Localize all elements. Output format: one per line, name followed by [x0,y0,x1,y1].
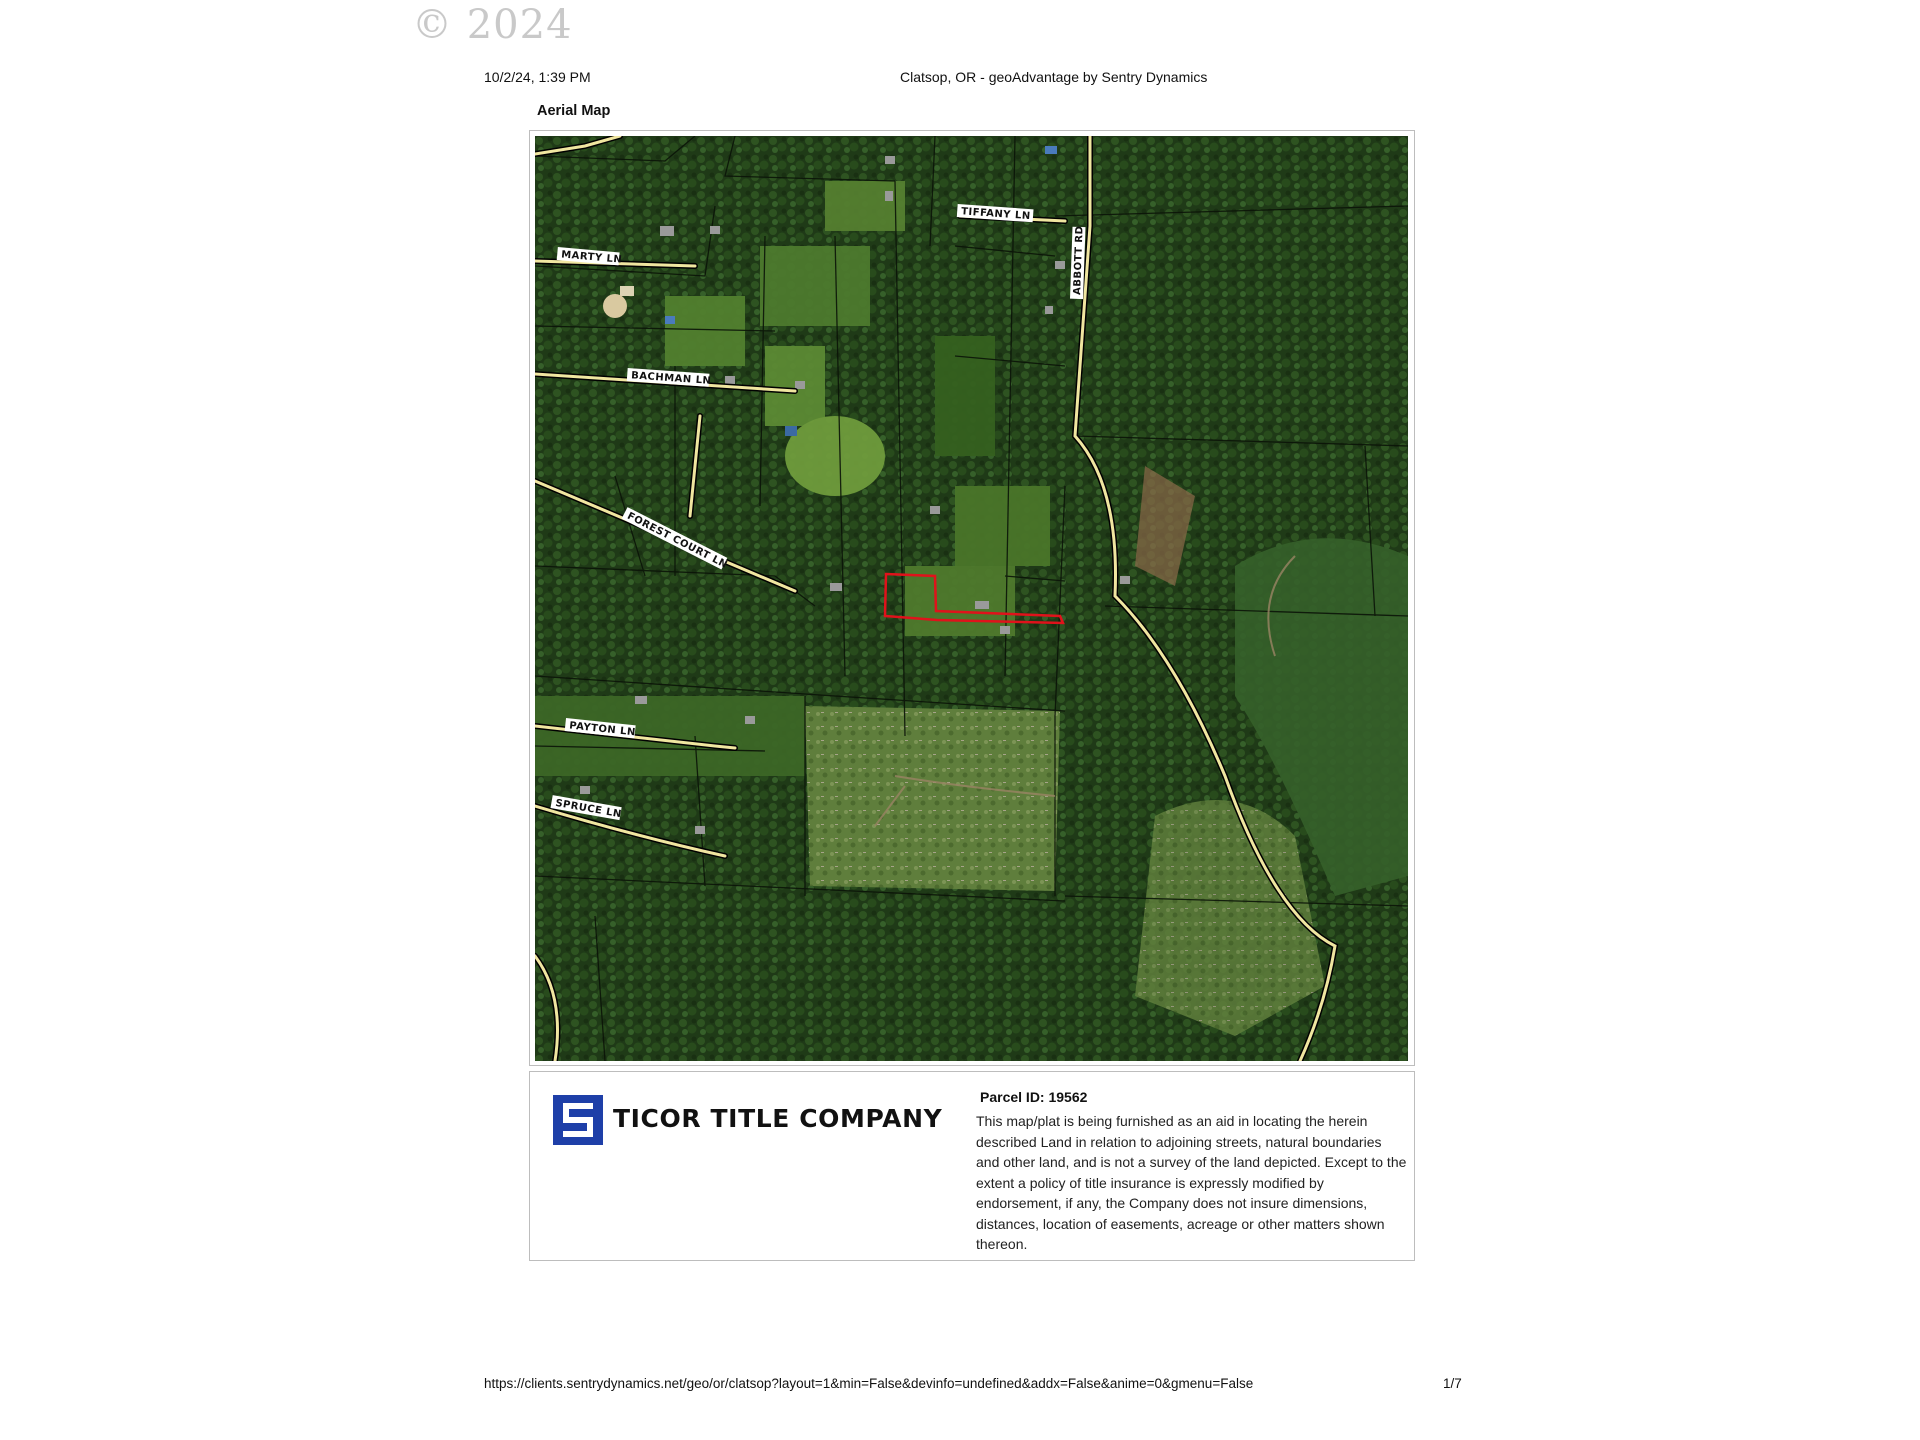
copyright-watermark: © 2024 [412,2,573,48]
road-label-spruce: SPRUCE LN [554,797,623,821]
footer-url: https://clients.sentrydynamics.net/geo/or/clatsop?layout=1&min=False&devinfo=undefined&addx=False&anime=0&gmenu=False [484,1376,1254,1391]
road-label-tiffany: TIFFANY LN [960,206,1032,223]
road-label-bachman: BACHMAN LN [630,370,712,387]
print-datetime: 10/2/24, 1:39 PM [484,69,591,85]
road-label-payton: PAYTON LN [568,720,637,739]
road-label-abbott: ABBOTT RD [1072,225,1086,296]
ticor-logo-icon [553,1095,603,1145]
parcel-id: Parcel ID: 19562 [980,1089,1088,1105]
road-label-marty: MARTY LN [560,249,623,266]
page-number: 1/7 [1443,1376,1462,1391]
page-title: Clatsop, OR - geoAdvantage by Sentry Dynamics [900,69,1208,85]
aerial-map [535,136,1408,1061]
disclaimer-text: This map/plat is being furnished as an aid in locating the herein described Land in relation to adjoining streets, natural boundaries and other land, and is not a survey of the land depicted. Except to the extent a policy of title insurance is expressly modified by endorsement, if any, the Company does not insure dimensions, distances, location of easements, acreage or other matters shown thereon. [976,1113,1407,1252]
road-label-forest-court: FOREST COURT LN [625,510,730,571]
map-heading: Aerial Map [537,103,611,119]
company-name: TICOR TITLE COMPANY [613,1104,943,1133]
